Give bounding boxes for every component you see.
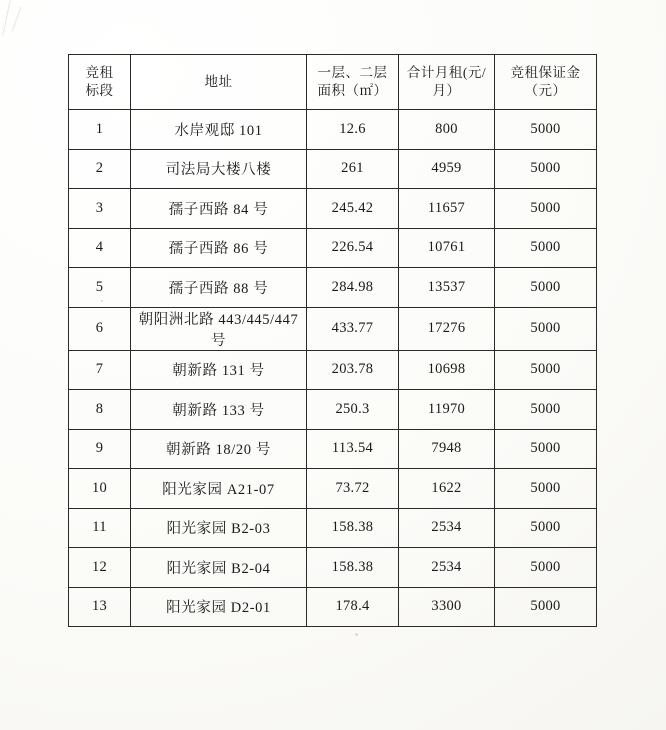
cell-address: 朝阳洲北路 443/445/447 号 [131, 307, 307, 350]
cell-rent: 800 [399, 110, 495, 150]
cell-rent: 2534 [399, 508, 495, 548]
cell-area: 113.54 [307, 429, 399, 469]
cell-area: 250.3 [307, 390, 399, 430]
table-body [69, 110, 597, 627]
scan-speck [355, 633, 358, 636]
table-row [69, 508, 597, 548]
cell-rent: 11970 [399, 390, 495, 430]
cell-address: 朝新路 18/20 号 [131, 429, 307, 469]
cell-deposit: 5000 [495, 548, 597, 588]
cell-rent: 2534 [399, 548, 495, 588]
cell-address: 朝新路 133 号 [131, 390, 307, 430]
column-header-address: 地址 [131, 55, 307, 110]
cell-area: 158.38 [307, 548, 399, 588]
cell-area: 433.77 [307, 307, 399, 350]
table-row [69, 390, 597, 430]
cell-rent: 10698 [399, 350, 495, 390]
column-header-area: 一层、二层 面积（㎡） [307, 55, 399, 110]
cell-lot: 1 [69, 110, 131, 150]
cell-lot: 13 [69, 587, 131, 627]
cell-lot: 2 [69, 149, 131, 189]
table-row [69, 548, 597, 588]
cell-lot: 6 [69, 307, 131, 350]
cell-rent: 3300 [399, 587, 495, 627]
cell-area: 12.6 [307, 110, 399, 150]
bidding-lots-table [68, 54, 597, 627]
cell-rent: 7948 [399, 429, 495, 469]
cell-lot: 10 [69, 469, 131, 509]
table-row [69, 587, 597, 627]
cell-area: 178.4 [307, 587, 399, 627]
table-row [69, 110, 597, 150]
cell-deposit: 5000 [495, 508, 597, 548]
cell-address: 朝新路 131 号 [131, 350, 307, 390]
cell-area: 245.42 [307, 189, 399, 229]
table-header [69, 55, 597, 110]
cell-address: 水岸观邸 101 [131, 110, 307, 150]
cell-address: 阳光家园 D2-01 [131, 587, 307, 627]
table-row [69, 228, 597, 268]
cell-address: 孺子西路 88 号 [131, 268, 307, 308]
cell-deposit: 5000 [495, 307, 597, 350]
cell-deposit: 5000 [495, 587, 597, 627]
table-row [69, 429, 597, 469]
cell-rent: 1622 [399, 469, 495, 509]
cell-deposit: 5000 [495, 228, 597, 268]
cell-rent: 11657 [399, 189, 495, 229]
cell-deposit: 5000 [495, 350, 597, 390]
table-row [69, 307, 597, 350]
column-header-deposit: 竞租保证金 （元） [495, 55, 597, 110]
table-row [69, 268, 597, 308]
cell-rent: 13537 [399, 268, 495, 308]
cell-lot: 3 [69, 189, 131, 229]
cell-address: 孺子西路 86 号 [131, 228, 307, 268]
cell-area: 158.38 [307, 508, 399, 548]
table-row [69, 149, 597, 189]
cell-deposit: 5000 [495, 429, 597, 469]
table-row [69, 469, 597, 509]
cell-address: 司法局大楼八楼 [131, 149, 307, 189]
cell-deposit: 5000 [495, 268, 597, 308]
cell-rent: 4959 [399, 149, 495, 189]
table-row [69, 350, 597, 390]
cell-area: 226.54 [307, 228, 399, 268]
cell-lot: 8 [69, 390, 131, 430]
table-row [69, 189, 597, 229]
cell-lot: 5 [69, 268, 131, 308]
paper-edge-mark [12, 7, 22, 32]
paper-edge-mark [2, 0, 10, 35]
cell-deposit: 5000 [495, 149, 597, 189]
cell-area: 261 [307, 149, 399, 189]
cell-address: 阳光家园 B2-04 [131, 548, 307, 588]
column-header-lot: 竞租 标段 [69, 55, 131, 110]
cell-lot: 4 [69, 228, 131, 268]
cell-deposit: 5000 [495, 469, 597, 509]
table-header-row [69, 55, 597, 110]
cell-lot: 12 [69, 548, 131, 588]
cell-deposit: 5000 [495, 390, 597, 430]
cell-area: 203.78 [307, 350, 399, 390]
cell-deposit: 5000 [495, 189, 597, 229]
cell-rent: 17276 [399, 307, 495, 350]
cell-lot: 7 [69, 350, 131, 390]
cell-address: 阳光家园 B2-03 [131, 508, 307, 548]
cell-area: 73.72 [307, 469, 399, 509]
column-header-rent: 合计月租(元/ 月） [399, 55, 495, 110]
cell-area: 284.98 [307, 268, 399, 308]
cell-lot: 11 [69, 508, 131, 548]
cell-address: 阳光家园 A21-07 [131, 469, 307, 509]
cell-rent: 10761 [399, 228, 495, 268]
cell-deposit: 5000 [495, 110, 597, 150]
cell-address: 孺子西路 84 号 [131, 189, 307, 229]
cell-lot: 9 [69, 429, 131, 469]
